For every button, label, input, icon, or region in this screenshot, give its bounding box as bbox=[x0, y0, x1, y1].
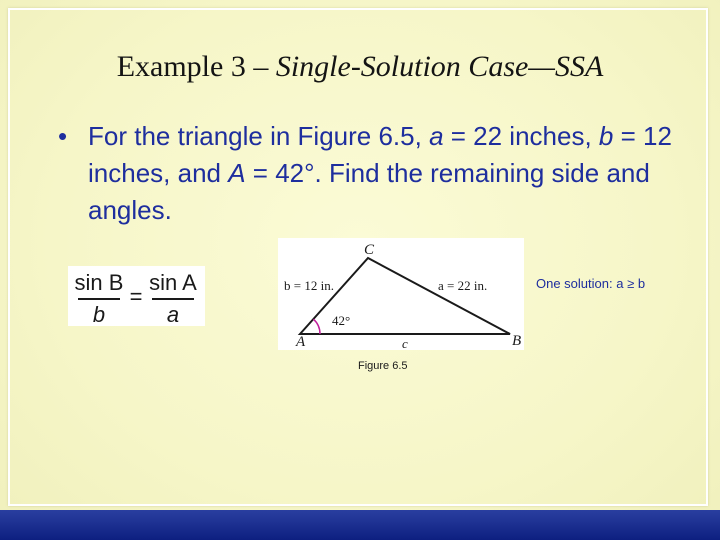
note-suffix: b bbox=[634, 276, 646, 291]
triangle-diagram bbox=[278, 238, 524, 350]
bullet-segment: b bbox=[598, 121, 614, 151]
side-a-label: a = 22 in. bbox=[438, 278, 488, 293]
bullet-text bbox=[88, 118, 678, 229]
formula-left-denominator: b bbox=[92, 302, 106, 327]
triangle-figure bbox=[278, 238, 524, 350]
bullet-segment: a bbox=[429, 121, 444, 151]
bullet-segment: = 12 inches, and bbox=[88, 121, 672, 188]
bullet-segment: For the triangle in Figure 6.5, bbox=[88, 121, 430, 151]
law-of-sines-formula bbox=[68, 266, 205, 326]
solution-note bbox=[536, 276, 645, 291]
vertex-b-label: B bbox=[512, 333, 522, 349]
side-b-label: b = 12 in. bbox=[284, 278, 334, 293]
figure-caption: Figure 6.5 bbox=[358, 360, 408, 372]
note-prefix: One solution: a bbox=[536, 276, 628, 291]
formula-equals: = bbox=[129, 284, 143, 309]
vertex-c-label: C bbox=[364, 242, 375, 258]
formula-right-denominator: a bbox=[166, 302, 180, 327]
bullet-marker: • bbox=[58, 121, 68, 151]
bullet-segment: = 22 inches, bbox=[443, 121, 599, 151]
angle-a-arc bbox=[314, 319, 321, 334]
bullet-segment: A bbox=[228, 158, 246, 188]
title-prefix: Example 3 – bbox=[116, 50, 276, 83]
bullet-segment: = 42°. Find the remaining side and angles. bbox=[88, 158, 650, 225]
title-italic: Single-Solution Case—SSA bbox=[275, 50, 604, 83]
formula-left-numerator: sin B bbox=[74, 270, 124, 295]
bottom-bar bbox=[0, 510, 720, 540]
side-c-label: c bbox=[402, 336, 408, 350]
formula-left-fraction bbox=[74, 266, 124, 326]
formula-right-fraction bbox=[148, 266, 198, 326]
fraction-bar bbox=[152, 298, 194, 300]
formula-right-numerator: sin A bbox=[149, 270, 197, 295]
angle-a-label: 42° bbox=[332, 313, 351, 328]
fraction-bar bbox=[78, 298, 120, 300]
slide-title bbox=[0, 50, 720, 84]
vertex-a-label: A bbox=[296, 334, 306, 350]
greater-equal-symbol: ≥ bbox=[627, 276, 635, 291]
